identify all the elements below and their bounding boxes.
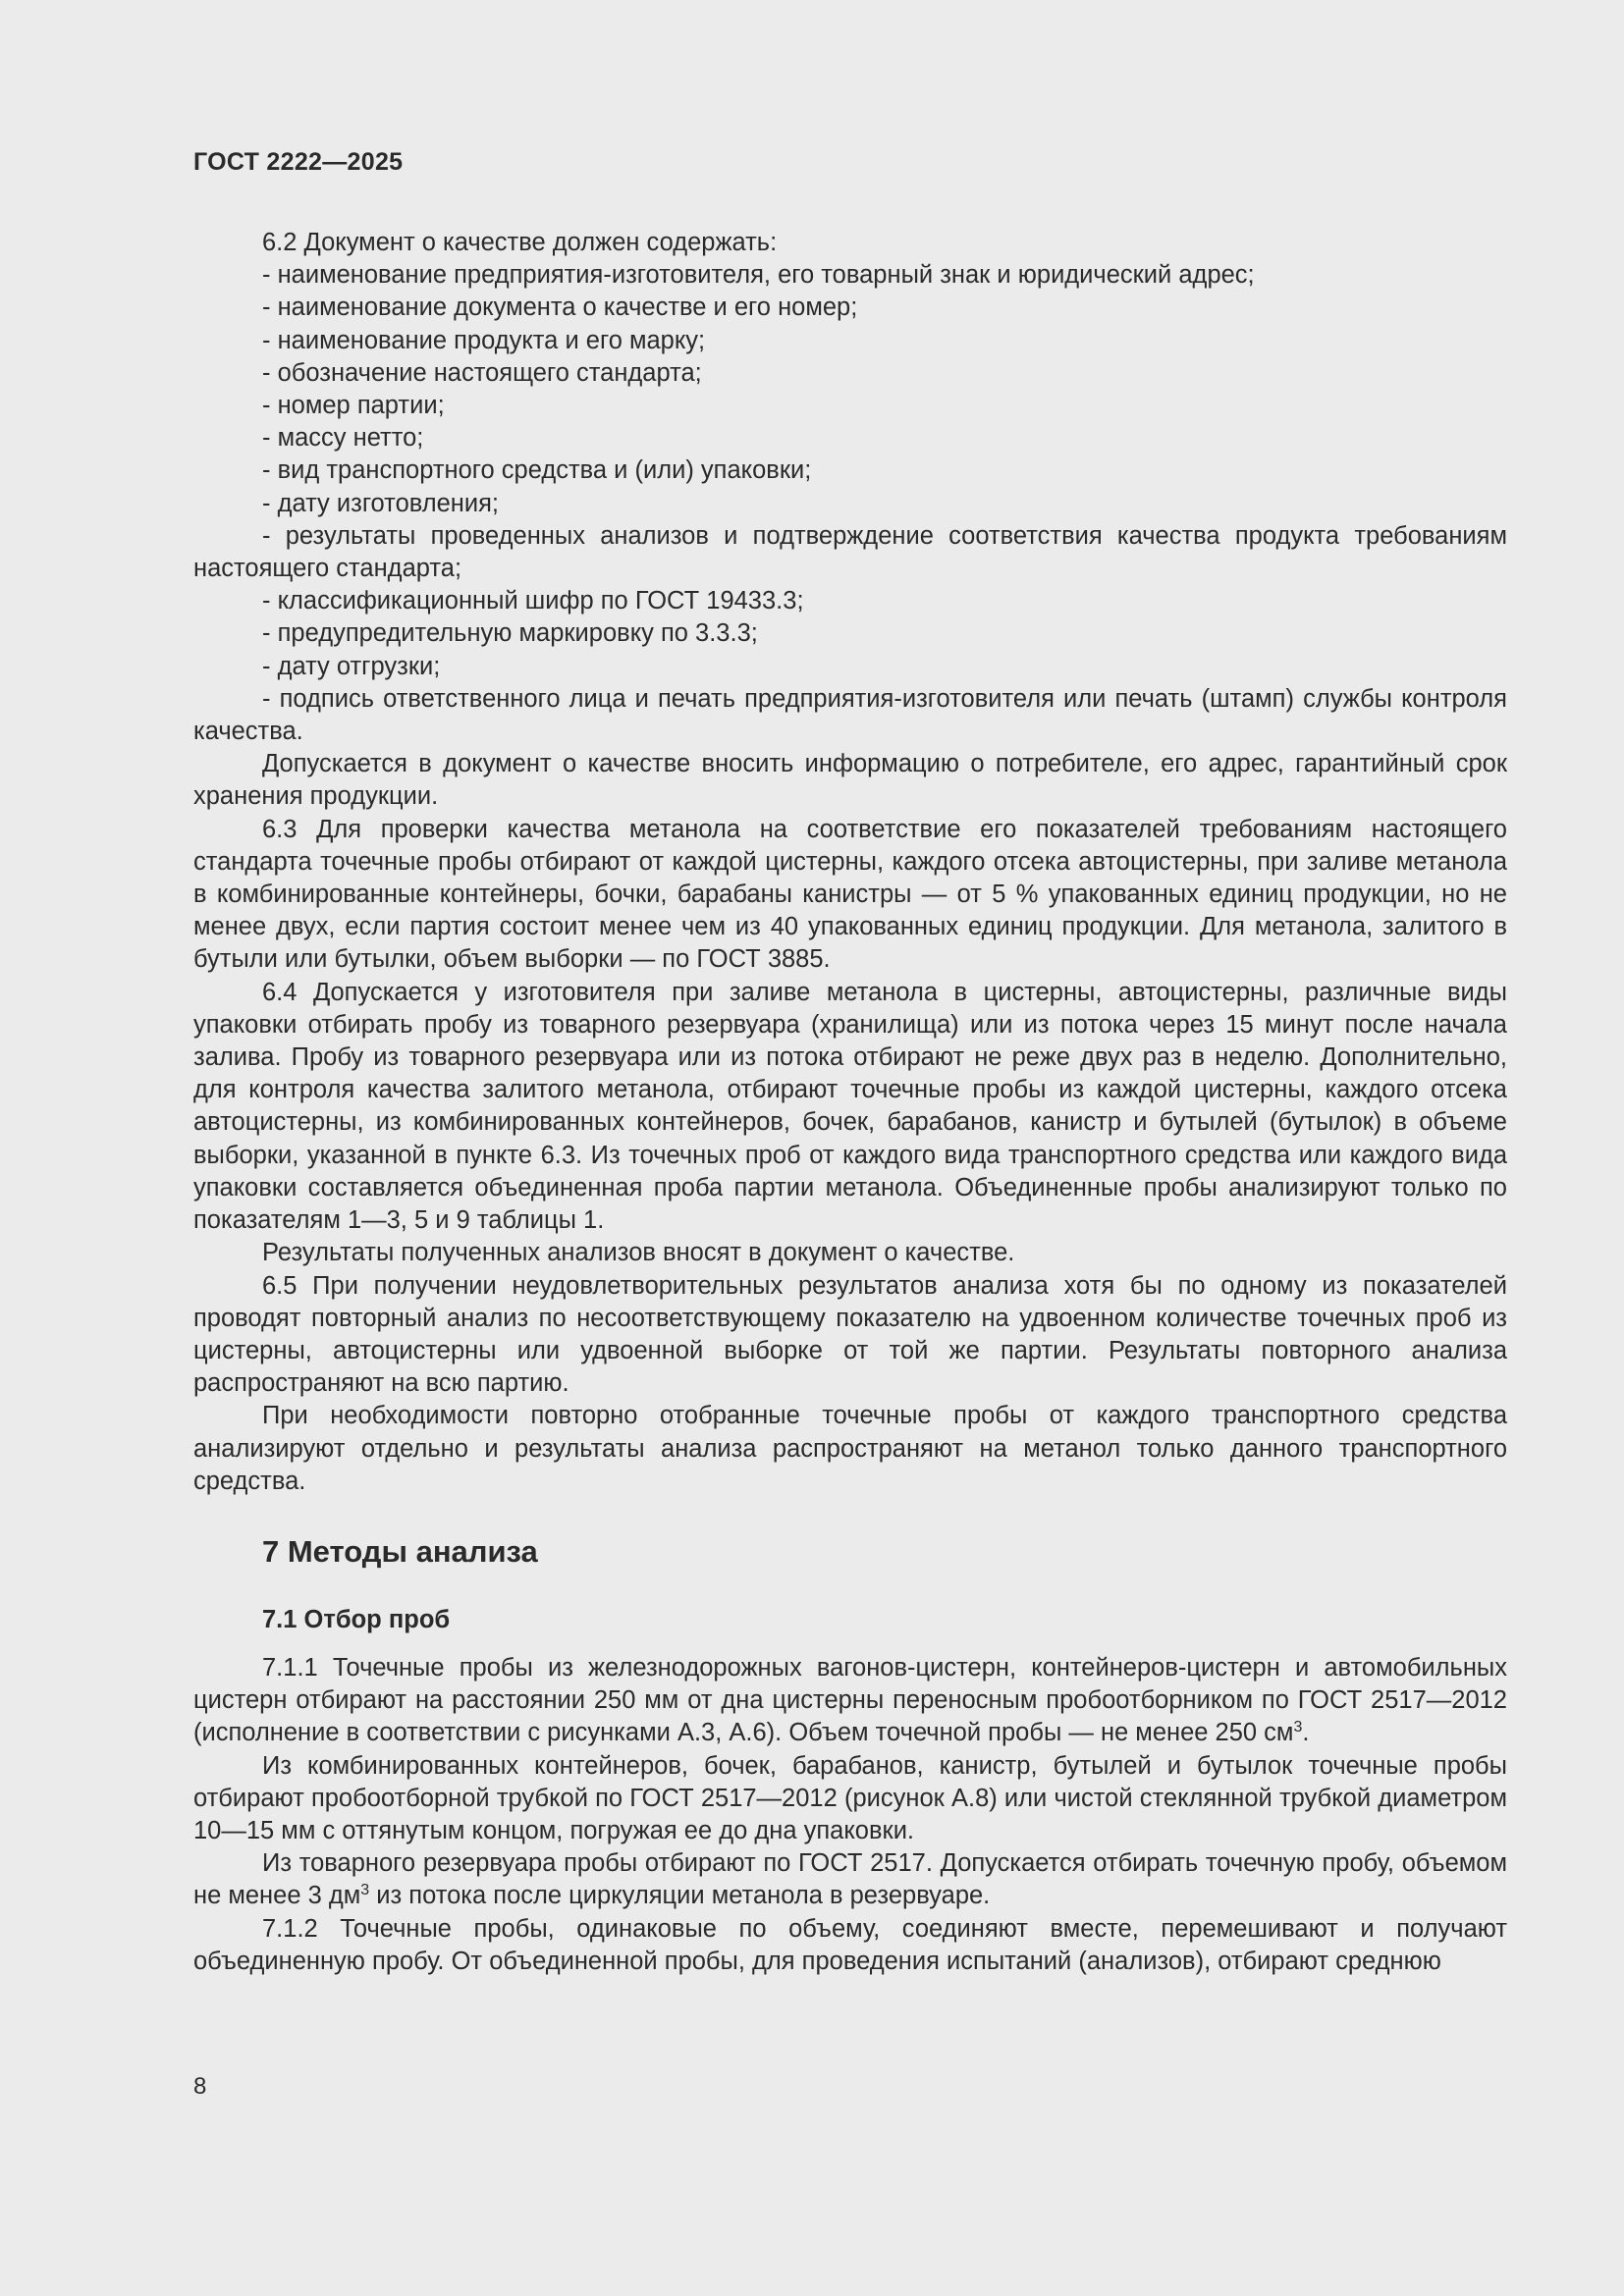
paragraph-7-1-1-end: .: [1302, 1719, 1310, 1747]
page-number: 8: [193, 2073, 207, 2100]
paragraph-7-1-1-text: 7.1.1 Точечные пробы из железнодорожных вагонов-цистерн, контейнеров-цистерн и автомобильных цистерн отбирают на расстоянии 250 мм от дна цистерны переносным пробоотборником по ГОСТ 2517—2012 (исполнение в соответствии с рисунками А.3, А.6). Объем точечной пробы — не менее 250 см: [193, 1653, 1507, 1747]
paragraph-6-2-note: Допускается в документ о качестве вносить информацию о потребителе, его адрес, гарантийный срок хранения продукции.: [193, 750, 1507, 811]
paragraph-6-4-note: Результаты полученных анализов вносят в документ о качестве.: [262, 1239, 1015, 1267]
paragraph-6-3: 6.3 Для проверки качества метанола на соответствие его показателей требованиям настоящего стандарта точечные пробы отбирают от каждой цистерны, каждого отсека автоцистерны, при заливе метанола в комбинированные контейнеры, бочки, барабаны канистры — от 5 % упакованных единиц продукции, но не менее двух, если партия состоит менее чем из 40 упакованных единиц продукции. Для метанола, залитого в бутыли или бутылки, объем выборки — по ГОСТ 3885.: [193, 815, 1507, 974]
document-code: ГОСТ 2222—2025: [193, 148, 404, 176]
paragraph-7-1-1: [193, 1652, 1507, 1750]
list-item: - классификационный шифр по ГОСТ 19433.3;: [262, 587, 804, 615]
paragraph-6-5-note: При необходимости повторно отобранные точечные пробы от каждого транспортного средства анализируют отдельно и результаты анализа распространяют на метанол только данного транспортного средства.: [193, 1402, 1507, 1495]
list-item: - массу нетто;: [262, 424, 424, 453]
superscript: 3: [360, 1882, 370, 1899]
list-item: - наименование предприятия-изготовителя, его товарный знак и юридический адрес;: [262, 261, 1255, 290]
list-item: - предупредительную маркировку по 3.3.3;: [262, 619, 758, 648]
section-heading-7: 7 Методы анализа: [262, 1533, 538, 1569]
paragraph-reservoir-end: из потока после циркуляции метанола в резервуаре.: [369, 1882, 991, 1910]
paragraph-6-5: 6.5 При получении неудовлетворительных результатов анализа хотя бы по одному из показателей проводят повторный анализ по несоответствующему показателю на удвоенном количестве точечных проб из цистерны, автоцистерны или удвоенной выборке от той же партии. Результаты повторного анализа распространяют на всю партию.: [193, 1271, 1507, 1398]
list-item: - наименование документа о качестве и его номер;: [262, 294, 858, 322]
list-item: - результаты проведенных анализов и подтверждение соответствия качества продукта требованиям настоящего стандарта;: [193, 521, 1507, 583]
paragraph-7-1-2: 7.1.2 Точечные пробы, одинаковые по объему, соединяют вместе, перемешивают и получают объединенную пробу. От объединенной пробы, для проведения испытаний (анализов), отбирают среднюю: [193, 1914, 1507, 1975]
paragraph-7-1-1-reservoir: [193, 1847, 1507, 1912]
list-item: - наименование продукта и его марку;: [262, 326, 706, 354]
list-item: - дату отгрузки;: [262, 652, 441, 680]
list-item: - вид транспортного средства и (или) упаковки;: [262, 456, 812, 485]
paragraph-6-2-intro: 6.2 Документ о качестве должен содержать:: [262, 229, 778, 256]
list-item: - номер партии;: [262, 392, 445, 420]
subsection-heading-7-1: 7.1 Отбор проб: [262, 1605, 451, 1633]
requirements-list: [193, 259, 1507, 748]
paragraph-7-1-1-containers: Из комбинированных контейнеров, бочек, барабанов, канистр, бутылей и бутылок точечные пробы отбирают пробоотборной трубкой по ГОСТ 2517—2012 (рисунок А.8) или чистой стеклянной трубкой диаметром 10—15 мм с оттянутым концом, погружая ее до дна упаковки.: [193, 1751, 1507, 1844]
paragraph-6-4: 6.4 Допускается у изготовителя при заливе метанола в цистерны, автоцистерны, различные виды упаковки отбирать пробу из товарного резервуара (хранилища) или из потока через 15 минут после начала залива. Пробу из товарного резервуара или из потока отбирают не реже двух раз в неделю. Дополнительно, для контроля качества залитого метанола, отбирают точечные пробы из каждой цистерны, каждого отсека автоцистерны, из комбинированных контейнеров, бочек, барабанов, канистр и бутылей (бутылок) в объеме выборки, указанной в пункте 6.3. Из точечных проб от каждого вида транспортного средства или каждого вида упаковки составляется объединенная проба партии метанола. Объединенные пробы анализируют только по показателям 1—3, 5 и 9 таблицы 1.: [193, 978, 1507, 1235]
list-item: - дату изготовления;: [262, 489, 499, 517]
list-item: - подпись ответственного лица и печать предприятия-изготовителя или печать (штамп) службы контроля качества.: [193, 684, 1507, 746]
superscript: 3: [1293, 1719, 1303, 1736]
paragraph-reservoir-text: Из товарного резервуара пробы отбирают по ГОСТ 2517. Допускается отбирать точечную пробу, объемом не менее 3 дм: [193, 1849, 1507, 1910]
list-item: - обозначение настоящего стандарта;: [262, 358, 702, 387]
document-body: [193, 227, 1507, 1978]
